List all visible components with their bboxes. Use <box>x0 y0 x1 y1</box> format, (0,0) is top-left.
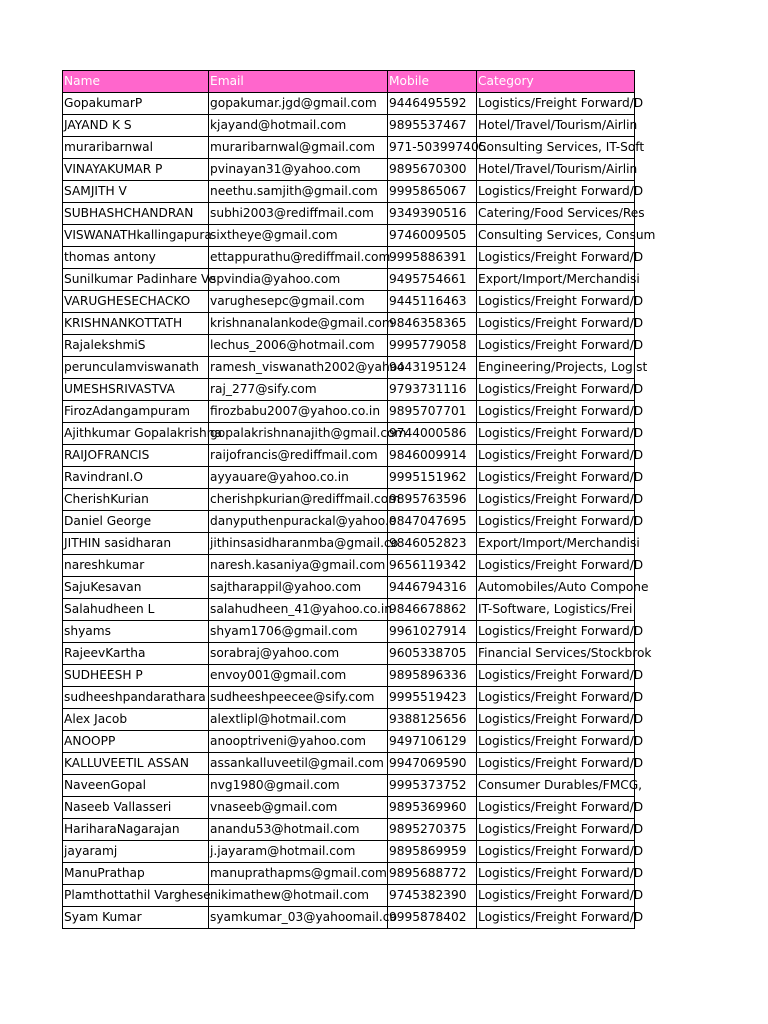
table-row <box>63 93 635 115</box>
table-row <box>63 753 635 775</box>
mobile-cell[interactable]: 9895270375 <box>388 819 477 841</box>
email-cell[interactable]: subhi2003@rediffmail.com <box>209 203 388 225</box>
mobile-cell[interactable]: 9895869959 <box>388 841 477 863</box>
table-row <box>63 335 635 357</box>
mobile-cell[interactable]: 9895763596 <box>388 489 477 511</box>
email-cell[interactable]: neethu.samjith@gmail.com <box>209 181 388 203</box>
category-cell[interactable]: Logistics/Freight Forward/D <box>477 93 635 115</box>
category-cell[interactable]: Logistics/Freight Forward/D <box>477 247 635 269</box>
email-cell[interactable]: assankalluveetil@gmail.com <box>209 753 388 775</box>
category-cell[interactable]: Logistics/Freight Forward/D <box>477 621 635 643</box>
name-cell[interactable]: VARUGHESECHACKO <box>63 291 209 313</box>
mobile-cell[interactable]: 9895896336 <box>388 665 477 687</box>
email-cell[interactable]: ayyauare@yahoo.co.in <box>209 467 388 489</box>
table-row <box>63 181 635 203</box>
name-cell[interactable]: UMESHSRIVASTVA <box>63 379 209 401</box>
email-cell[interactable]: raj_277@sify.com <box>209 379 388 401</box>
table-row <box>63 313 635 335</box>
table-row <box>63 533 635 555</box>
category-cell[interactable]: Logistics/Freight Forward/D <box>477 423 635 445</box>
category-cell[interactable]: Logistics/Freight Forward/D <box>477 401 635 423</box>
name-cell[interactable]: nareshkumar <box>63 555 209 577</box>
email-cell[interactable]: firozbabu2007@yahoo.co.in <box>209 401 388 423</box>
name-cell[interactable]: RavindranI.O <box>63 467 209 489</box>
category-cell[interactable]: Logistics/Freight Forward/D <box>477 753 635 775</box>
table-row <box>63 885 635 907</box>
table-row <box>63 665 635 687</box>
table-row <box>63 621 635 643</box>
category-cell[interactable]: Consulting Services, Consum <box>477 225 635 247</box>
name-cell[interactable]: SUBHASHCHANDRAN <box>63 203 209 225</box>
email-cell[interactable]: sudheeshpeecee@sify.com <box>209 687 388 709</box>
mobile-cell[interactable]: 9846009914 <box>388 445 477 467</box>
email-cell[interactable]: krishnanalankode@gmail.com <box>209 313 388 335</box>
table-row <box>63 907 635 929</box>
email-cell[interactable]: shyam1706@gmail.com <box>209 621 388 643</box>
category-cell[interactable]: Catering/Food Services/Res <box>477 203 635 225</box>
table-row <box>63 797 635 819</box>
mobile-cell[interactable]: 9846358365 <box>388 313 477 335</box>
table-row <box>63 819 635 841</box>
mobile-cell[interactable]: 9388125656 <box>388 709 477 731</box>
name-cell[interactable]: thomas antony <box>63 247 209 269</box>
email-cell[interactable]: cherishpkurian@rediffmail.com <box>209 489 388 511</box>
name-cell[interactable]: SAMJITH V <box>63 181 209 203</box>
table-row <box>63 511 635 533</box>
email-cell[interactable]: anooptriveni@yahoo.com <box>209 731 388 753</box>
table-row <box>63 863 635 885</box>
email-cell[interactable]: pvinayan31@yahoo.com <box>209 159 388 181</box>
name-cell[interactable]: JITHIN sasidharan <box>63 533 209 555</box>
mobile-cell[interactable]: 9446794316 <box>388 577 477 599</box>
mobile-cell[interactable]: 9995373752 <box>388 775 477 797</box>
category-cell[interactable]: Logistics/Freight Forward/D <box>477 863 635 885</box>
mobile-cell[interactable]: 9895670300 <box>388 159 477 181</box>
table-row <box>63 841 635 863</box>
mobile-cell[interactable]: 9995779058 <box>388 335 477 357</box>
mobile-cell[interactable]: 9495754661 <box>388 269 477 291</box>
email-cell[interactable]: ramesh_viswanath2002@yahoo <box>209 357 388 379</box>
table-row <box>63 115 635 137</box>
mobile-cell[interactable]: 9995886391 <box>388 247 477 269</box>
email-cell[interactable]: muraribarnwal@gmail.com <box>209 137 388 159</box>
mobile-cell[interactable]: 9846678862 <box>388 599 477 621</box>
name-cell[interactable]: Naseeb Vallasseri <box>63 797 209 819</box>
mobile-cell[interactable]: 9445116463 <box>388 291 477 313</box>
email-cell[interactable]: sajtharappil@yahoo.com <box>209 577 388 599</box>
table-row <box>63 379 635 401</box>
mobile-cell[interactable]: 9446495592 <box>388 93 477 115</box>
name-cell[interactable]: sudheeshpandarathara <box>63 687 209 709</box>
table-row <box>63 709 635 731</box>
name-cell[interactable]: CherishKurian <box>63 489 209 511</box>
header-email[interactable]: Email <box>209 71 388 93</box>
category-cell[interactable]: Logistics/Freight Forward/D <box>477 687 635 709</box>
mobile-cell[interactable]: 9895369960 <box>388 797 477 819</box>
table-row <box>63 159 635 181</box>
name-cell[interactable]: muraribarnwal <box>63 137 209 159</box>
email-cell[interactable]: manuprathapms@gmail.com <box>209 863 388 885</box>
mobile-cell[interactable]: 9745382390 <box>388 885 477 907</box>
name-cell[interactable]: KALLUVEETIL ASSAN <box>63 753 209 775</box>
mobile-cell[interactable]: 9746009505 <box>388 225 477 247</box>
table-row <box>63 357 635 379</box>
name-cell[interactable]: shyams <box>63 621 209 643</box>
name-cell[interactable]: RAIJOFRANCIS <box>63 445 209 467</box>
table-row <box>63 599 635 621</box>
category-cell[interactable]: Automobiles/Auto Compone <box>477 577 635 599</box>
category-cell[interactable]: Logistics/Freight Forward/D <box>477 841 635 863</box>
table-row <box>63 775 635 797</box>
name-cell[interactable]: Ajithkumar Gopalakrishna <box>63 423 209 445</box>
table-row <box>63 577 635 599</box>
header-row <box>63 71 635 93</box>
name-cell[interactable]: jayaramj <box>63 841 209 863</box>
category-cell[interactable]: Logistics/Freight Forward/D <box>477 555 635 577</box>
header-category[interactable]: Category <box>477 71 635 93</box>
category-cell[interactable]: Logistics/Freight Forward/D <box>477 379 635 401</box>
name-cell[interactable]: SUDHEESH P <box>63 665 209 687</box>
name-cell[interactable]: Syam Kumar <box>63 907 209 929</box>
table-row <box>63 291 635 313</box>
mobile-cell[interactable]: 9995151962 <box>388 467 477 489</box>
email-cell[interactable]: salahudheen_41@yahoo.co.in <box>209 599 388 621</box>
category-cell[interactable]: Logistics/Freight Forward/D <box>477 819 635 841</box>
mobile-cell[interactable]: 9656119342 <box>388 555 477 577</box>
table-row <box>63 731 635 753</box>
name-cell[interactable]: VINAYAKUMAR P <box>63 159 209 181</box>
email-cell[interactable]: alextlipl@hotmail.com <box>209 709 388 731</box>
category-cell[interactable]: Logistics/Freight Forward/D <box>477 907 635 929</box>
header-mobile[interactable]: Mobile <box>388 71 477 93</box>
email-cell[interactable]: naresh.kasaniya@gmail.com <box>209 555 388 577</box>
category-cell[interactable]: Logistics/Freight Forward/D <box>477 489 635 511</box>
mobile-cell[interactable]: 9793731116 <box>388 379 477 401</box>
email-cell[interactable]: raijofrancis@rediffmail.com <box>209 445 388 467</box>
mobile-cell[interactable]: 9961027914 <box>388 621 477 643</box>
table-row <box>63 203 635 225</box>
email-cell[interactable]: spvindia@yahoo.com <box>209 269 388 291</box>
mobile-cell[interactable]: 9995519423 <box>388 687 477 709</box>
table-row <box>63 423 635 445</box>
table-row <box>63 555 635 577</box>
table-row <box>63 401 635 423</box>
table-row <box>63 247 635 269</box>
table-row <box>63 489 635 511</box>
mobile-cell[interactable]: 9895537467 <box>388 115 477 137</box>
email-cell[interactable]: gopalakrishnanajith@gmail.com <box>209 423 388 445</box>
email-cell[interactable]: sorabraj@yahoo.com <box>209 643 388 665</box>
category-cell[interactable]: Export/Import/Merchandisi <box>477 533 635 555</box>
mobile-cell[interactable]: 971-503997405 <box>388 137 477 159</box>
name-cell[interactable]: HariharaNagarajan <box>63 819 209 841</box>
table-row <box>63 225 635 247</box>
email-cell[interactable]: kjayand@hotmail.com <box>209 115 388 137</box>
category-cell[interactable]: Logistics/Freight Forward/D <box>477 731 635 753</box>
table-row <box>63 687 635 709</box>
name-cell[interactable]: ManuPrathap <box>63 863 209 885</box>
name-cell[interactable]: GopakumarP <box>63 93 209 115</box>
category-cell[interactable]: Financial Services/Stockbrok <box>477 643 635 665</box>
mobile-cell[interactable]: 9895707701 <box>388 401 477 423</box>
category-cell[interactable]: Logistics/Freight Forward/D <box>477 335 635 357</box>
email-cell[interactable]: j.jayaram@hotmail.com <box>209 841 388 863</box>
table-row <box>63 137 635 159</box>
category-cell[interactable]: Logistics/Freight Forward/D <box>477 511 635 533</box>
email-cell[interactable]: danyputhenpurackal@yahoo.c <box>209 511 388 533</box>
mobile-cell[interactable]: 9847047695 <box>388 511 477 533</box>
name-cell[interactable]: Salahudheen L <box>63 599 209 621</box>
name-cell[interactable]: VISWANATHkallingapura <box>63 225 209 247</box>
category-cell[interactable]: Logistics/Freight Forward/D <box>477 291 635 313</box>
category-cell[interactable]: Logistics/Freight Forward/D <box>477 885 635 907</box>
category-cell[interactable]: Logistics/Freight Forward/D <box>477 797 635 819</box>
email-cell[interactable]: jithinsasidharanmba@gmail.co <box>209 533 388 555</box>
table-row <box>63 467 635 489</box>
email-cell[interactable]: ettappurathu@rediffmail.com <box>209 247 388 269</box>
name-cell[interactable]: NaveenGopal <box>63 775 209 797</box>
mobile-cell[interactable]: 9443195124 <box>388 357 477 379</box>
mobile-cell[interactable]: 9605338705 <box>388 643 477 665</box>
category-cell[interactable]: Hotel/Travel/Tourism/Airlin <box>477 115 635 137</box>
email-cell[interactable]: vnaseeb@gmail.com <box>209 797 388 819</box>
category-cell[interactable]: Export/Import/Merchandisi <box>477 269 635 291</box>
name-cell[interactable]: ANOOPP <box>63 731 209 753</box>
name-cell[interactable]: Daniel George <box>63 511 209 533</box>
category-cell[interactable]: Logistics/Freight Forward/D <box>477 445 635 467</box>
name-cell[interactable]: Sunilkumar Padinhare Ve <box>63 269 209 291</box>
email-cell[interactable]: gopakumar.jgd@gmail.com <box>209 93 388 115</box>
header-name[interactable]: Name <box>63 71 209 93</box>
category-cell[interactable]: Logistics/Freight Forward/D <box>477 665 635 687</box>
mobile-cell[interactable]: 9349390516 <box>388 203 477 225</box>
name-cell[interactable]: SajuKesavan <box>63 577 209 599</box>
mobile-cell[interactable]: 9895688772 <box>388 863 477 885</box>
category-cell[interactable]: Consumer Durables/FMCG, <box>477 775 635 797</box>
category-cell[interactable]: Consulting Services, IT-Soft <box>477 137 635 159</box>
email-cell[interactable]: syamkumar_03@yahoomail.co <box>209 907 388 929</box>
mobile-cell[interactable]: 9744000586 <box>388 423 477 445</box>
category-cell[interactable]: Logistics/Freight Forward/D <box>477 467 635 489</box>
email-cell[interactable]: sixtheye@gmail.com <box>209 225 388 247</box>
table-row <box>63 445 635 467</box>
contacts-table <box>62 70 656 929</box>
email-cell[interactable]: varughesepc@gmail.com <box>209 291 388 313</box>
table-row <box>63 643 635 665</box>
email-cell[interactable]: lechus_2006@hotmail.com <box>209 335 388 357</box>
mobile-cell[interactable]: 9995865067 <box>388 181 477 203</box>
name-cell[interactable]: Plamthottathil Varghese <box>63 885 209 907</box>
table-row <box>63 269 635 291</box>
mobile-cell[interactable]: 9995878402 <box>388 907 477 929</box>
name-cell[interactable]: Alex Jacob <box>63 709 209 731</box>
name-cell[interactable]: FirozAdangampuram <box>63 401 209 423</box>
mobile-cell[interactable]: 9947069590 <box>388 753 477 775</box>
category-cell[interactable]: Logistics/Freight Forward/D <box>477 709 635 731</box>
email-cell[interactable]: nikimathew@hotmail.com <box>209 885 388 907</box>
name-cell[interactable]: JAYAND K S <box>63 115 209 137</box>
name-cell[interactable]: RajeevKartha <box>63 643 209 665</box>
name-cell[interactable]: perunculamviswanath <box>63 357 209 379</box>
category-cell[interactable]: Engineering/Projects, Logist <box>477 357 635 379</box>
category-cell[interactable]: Hotel/Travel/Tourism/Airlin <box>477 159 635 181</box>
email-cell[interactable]: anandu53@hotmail.com <box>209 819 388 841</box>
mobile-cell[interactable]: 9497106129 <box>388 731 477 753</box>
category-cell[interactable]: Logistics/Freight Forward/D <box>477 313 635 335</box>
category-cell[interactable]: Logistics/Freight Forward/D <box>477 181 635 203</box>
email-cell[interactable]: nvg1980@gmail.com <box>209 775 388 797</box>
mobile-cell[interactable]: 9846052823 <box>388 533 477 555</box>
name-cell[interactable]: RajalekshmiS <box>63 335 209 357</box>
email-cell[interactable]: envoy001@gmail.com <box>209 665 388 687</box>
name-cell[interactable]: KRISHNANKOTTATH <box>63 313 209 335</box>
category-cell[interactable]: IT-Software, Logistics/Frei <box>477 599 635 621</box>
